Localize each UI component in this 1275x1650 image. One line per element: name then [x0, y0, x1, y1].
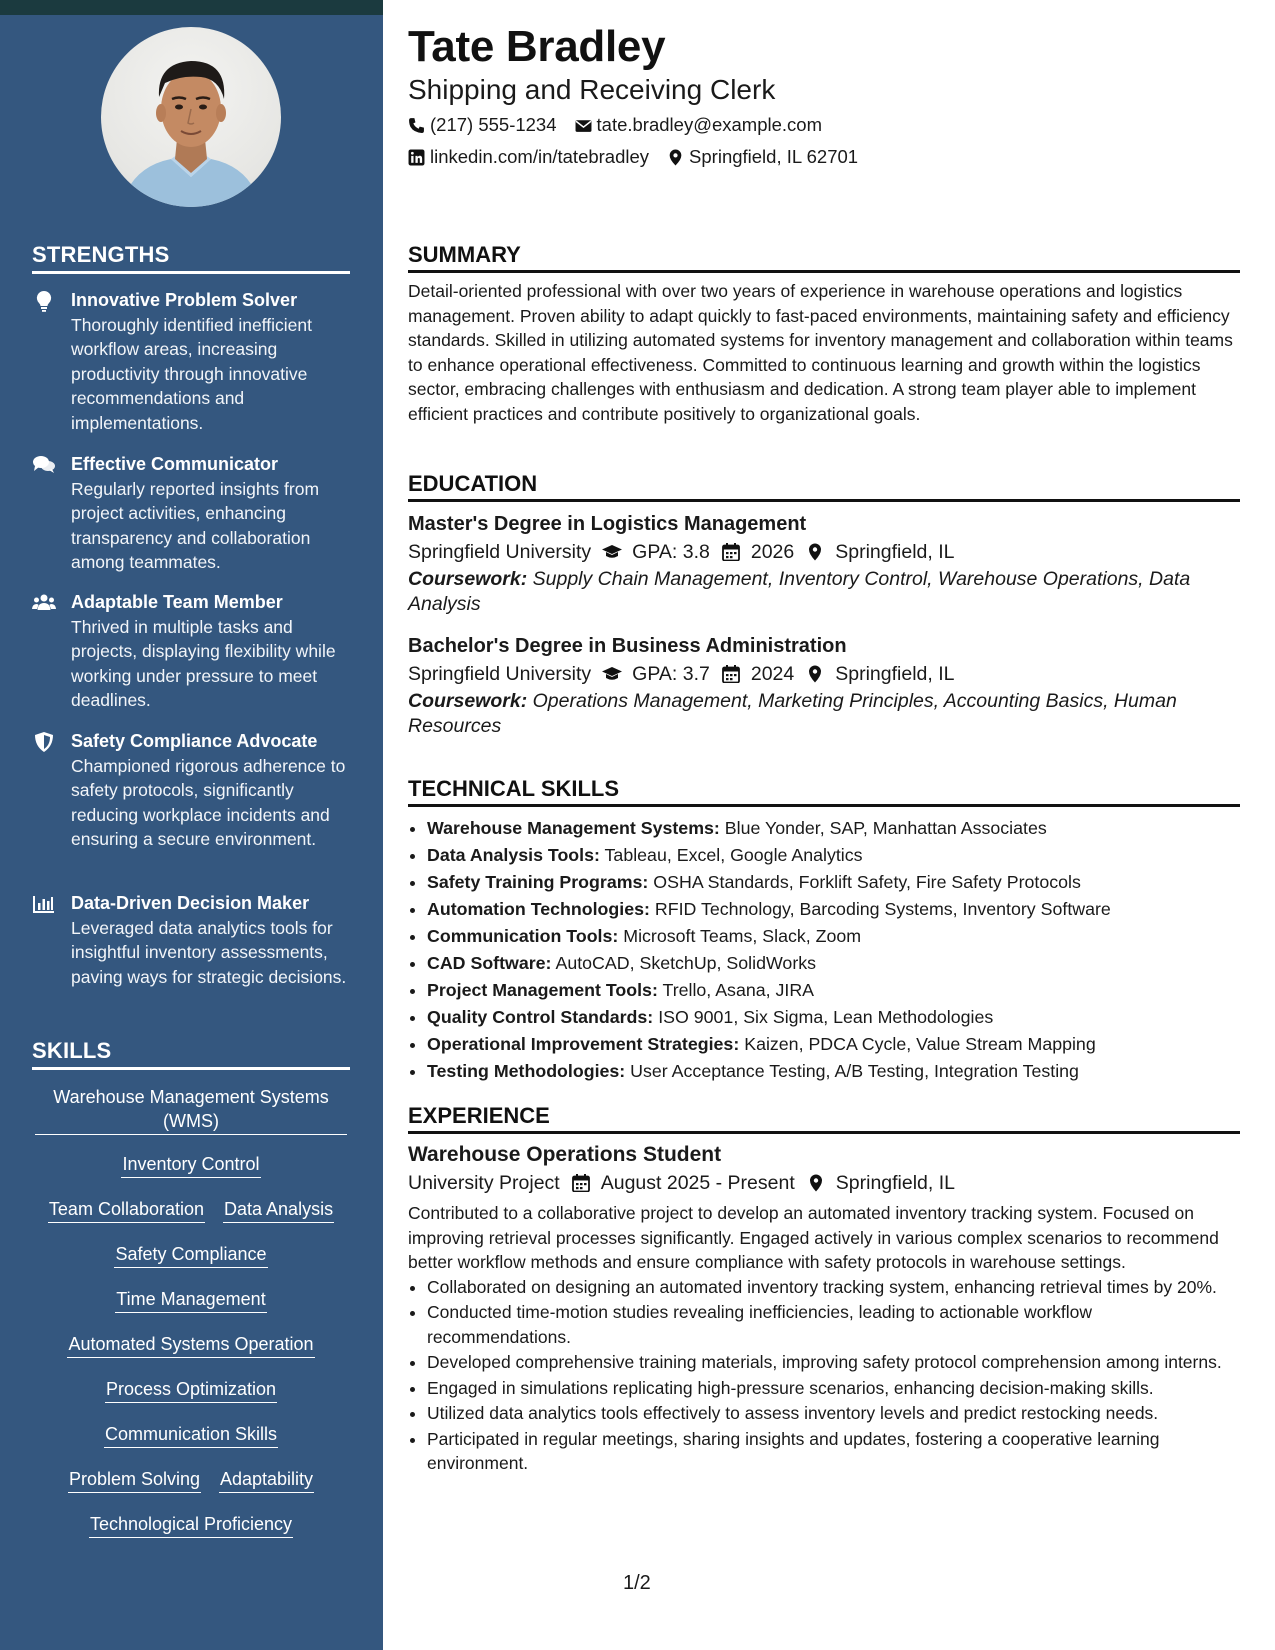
school: Springfield University — [408, 541, 592, 563]
section-heading: SUMMARY — [408, 242, 1240, 273]
strength-title: Innovative Problem Solver — [71, 290, 298, 310]
list-item: • Participated in regular meetings, sharing insights and updates, fostering a cooperative learning environment. — [427, 1427, 1240, 1476]
graduation-cap-icon — [602, 665, 622, 683]
technical-skills-list — [408, 815, 1240, 1085]
phone-icon — [408, 117, 425, 134]
map-pin-icon — [805, 665, 825, 683]
map-pin-icon — [806, 1174, 826, 1192]
map-pin-icon — [805, 543, 825, 561]
grad-year: 2026 — [750, 541, 795, 563]
skills-heading: SKILLS — [32, 1038, 350, 1070]
school: Springfield University — [408, 663, 592, 685]
skill-tag: Team Collaboration — [48, 1197, 205, 1223]
graduation-cap-icon — [602, 543, 622, 561]
skill-tag: Process Optimization — [105, 1377, 277, 1403]
list-item: • Developed comprehensive training materials, improving safety protocol comprehension among interns. — [427, 1350, 1240, 1375]
lightbulb-icon — [32, 290, 56, 312]
strength-desc: Thoroughly identified inefficient workflow areas, increasing productivity through innovative recommendations and implementations. — [71, 315, 312, 433]
skill-tag: Data Analysis — [223, 1197, 334, 1223]
strengths-heading: STRENGTHS — [32, 242, 350, 274]
education-entry — [408, 511, 1240, 616]
coursework: Coursework: Operations Management, Marketing Principles, Accounting Basics, Human Resources — [408, 690, 1177, 737]
strength-title: Data-Driven Decision Maker — [71, 893, 310, 913]
gpa: GPA: 3.8 — [632, 541, 710, 563]
employment-dates: August 2025 - Present — [600, 1172, 795, 1194]
list-item: • Testing Methodologies: User Acceptance Testing, A/B Testing, Integration Testing — [427, 1058, 1240, 1085]
calendar-icon — [721, 543, 741, 561]
list-item: • Quality Control Standards: ISO 9001, Six Sigma, Lean Methodologies — [427, 1004, 1240, 1031]
sidebar-top-bar — [0, 0, 383, 15]
skill-tag: Warehouse Management Systems (WMS) — [35, 1085, 347, 1135]
skill-tag: Time Management — [115, 1287, 266, 1313]
job-location: Springfield, IL — [835, 1172, 956, 1194]
comments-icon — [32, 454, 56, 476]
experience-section — [408, 1103, 1240, 1477]
page-number: 1/2 — [623, 1572, 651, 1594]
strength-title: Effective Communicator — [71, 454, 279, 474]
degree-title: Master's Degree in Logistics Management — [408, 513, 807, 535]
skill-tag: Inventory Control — [121, 1152, 260, 1178]
skill-tag: Automated Systems Operation — [67, 1332, 314, 1358]
chart-icon — [32, 893, 56, 915]
list-item: • Safety Training Programs: OSHA Standards, Forklift Safety, Fire Safety Protocols — [427, 869, 1240, 896]
list-item: • Project Management Tools: Trello, Asana, JIRA — [427, 977, 1240, 1004]
section-heading: EXPERIENCE — [408, 1103, 1240, 1134]
skill-tag: Adaptability — [219, 1467, 314, 1493]
summary-section — [408, 242, 1240, 426]
section-heading: EDUCATION — [408, 471, 1240, 502]
linkedin-icon — [408, 149, 425, 166]
organization: University Project — [408, 1172, 560, 1194]
contact-row — [408, 146, 858, 168]
sidebar — [0, 0, 383, 1650]
shield-icon — [32, 731, 56, 753]
phone: (217) 555-1234 — [408, 114, 557, 136]
summary-text: Detail-oriented professional with over two years of experience in warehouse operations and logistics management. Proven ability to adapt quickly to fast-paced environments, maintaining safety and efficiency standards. Skilled in utilizing automated systems for inventory management and collaboration within teams to enhance operational effectiveness. Committed to continuous learning and growth within the logistics sector, embracing challenges with enthusiasm and dedication. A strong team player able to implement efficient practices and contribute positively to organizational goals. — [408, 281, 1233, 424]
gpa: GPA: 3.7 — [632, 663, 710, 685]
calendar-icon — [571, 1174, 591, 1192]
skills-list — [32, 1085, 350, 1557]
section-heading: TECHNICAL SKILLS — [408, 776, 1240, 807]
experience-bullets — [408, 1275, 1240, 1476]
avatar — [101, 27, 281, 207]
skill-tag: Problem Solving — [68, 1467, 201, 1493]
education-meta — [408, 659, 1240, 689]
job-description: Contributed to a collaborative project to develop an automated inventory tracking system. Focused on improving retrieval processes significantly. Engaged actively in various complex scenarios to recommend better workflow methods and ensure compliance with safety protocols in warehouse settings. — [408, 1203, 1219, 1272]
skill-tag: Communication Skills — [104, 1422, 278, 1448]
list-item: • Communication Tools: Microsoft Teams, Slack, Zoom — [427, 923, 1240, 950]
list-item: • Engaged in simulations replicating high-pressure scenarios, enhancing decision-making skills. — [427, 1376, 1240, 1401]
strength-desc: Leveraged data analytics tools for insightful inventory assessments, paving ways for strategic decisions. — [71, 918, 347, 987]
education-meta — [408, 537, 1240, 567]
list-item: • Automation Technologies: RFID Technology, Barcoding Systems, Inventory Software — [427, 896, 1240, 923]
coursework: Coursework: Supply Chain Management, Inventory Control, Warehouse Operations, Data Analysis — [408, 568, 1191, 615]
school-location: Springfield, IL — [835, 541, 955, 563]
school-location: Springfield, IL — [835, 663, 955, 685]
strength-desc: Championed rigorous adherence to safety protocols, significantly reducing workplace incidents and ensuring a secure environment. — [71, 756, 346, 850]
strength-desc: Thrived in multiple tasks and projects, displaying flexibility while working under pressure to meet deadlines. — [71, 617, 336, 711]
list-item: • CAD Software: AutoCAD, SketchUp, SolidWorks — [427, 950, 1240, 977]
skill-tag: Safety Compliance — [114, 1242, 267, 1268]
experience-meta — [408, 1168, 1240, 1198]
list-item: • Data Analysis Tools: Tableau, Excel, Google Analytics — [427, 842, 1240, 869]
strength-desc: Regularly reported insights from project activities, enhancing transparency and collaboration among teammates. — [71, 479, 320, 573]
education-section — [408, 471, 1240, 738]
list-item: • Conducted time-motion studies revealing inefficiencies, leading to actionable workflow recommendations. — [427, 1300, 1240, 1349]
job-title: Warehouse Operations Student — [408, 1143, 722, 1166]
list-item: • Warehouse Management Systems: Blue Yonder, SAP, Manhattan Associates — [427, 815, 1240, 842]
users-icon — [32, 592, 56, 614]
location: Springfield, IL 62701 — [667, 146, 858, 168]
candidate-name: Tate Bradley — [408, 22, 666, 71]
candidate-role: Shipping and Receiving Clerk — [408, 74, 776, 105]
calendar-icon — [721, 665, 741, 683]
contact-row — [408, 114, 822, 136]
list-item: • Operational Improvement Strategies: Kaizen, PDCA Cycle, Value Stream Mapping — [427, 1031, 1240, 1058]
linkedin[interactable]: linkedin.com/in/tatebradley — [408, 146, 649, 168]
grad-year: 2024 — [750, 663, 795, 685]
email[interactable]: tate.bradley@example.com — [575, 114, 822, 136]
technical-skills-section — [408, 776, 1240, 1085]
list-item: • Collaborated on designing an automated inventory tracking system, enhancing retrieval times by 20%. — [427, 1275, 1240, 1300]
strength-title: Safety Compliance Advocate — [71, 731, 318, 751]
education-entry — [408, 633, 1240, 738]
degree-title: Bachelor's Degree in Business Administration — [408, 635, 847, 657]
envelope-icon — [575, 117, 592, 134]
skill-tag: Technological Proficiency — [89, 1512, 293, 1538]
strength-title: Adaptable Team Member — [71, 592, 283, 612]
list-item: • Utilized data analytics tools effectively to assess inventory levels and predict restocking needs. — [427, 1401, 1240, 1426]
map-pin-icon — [667, 149, 684, 166]
